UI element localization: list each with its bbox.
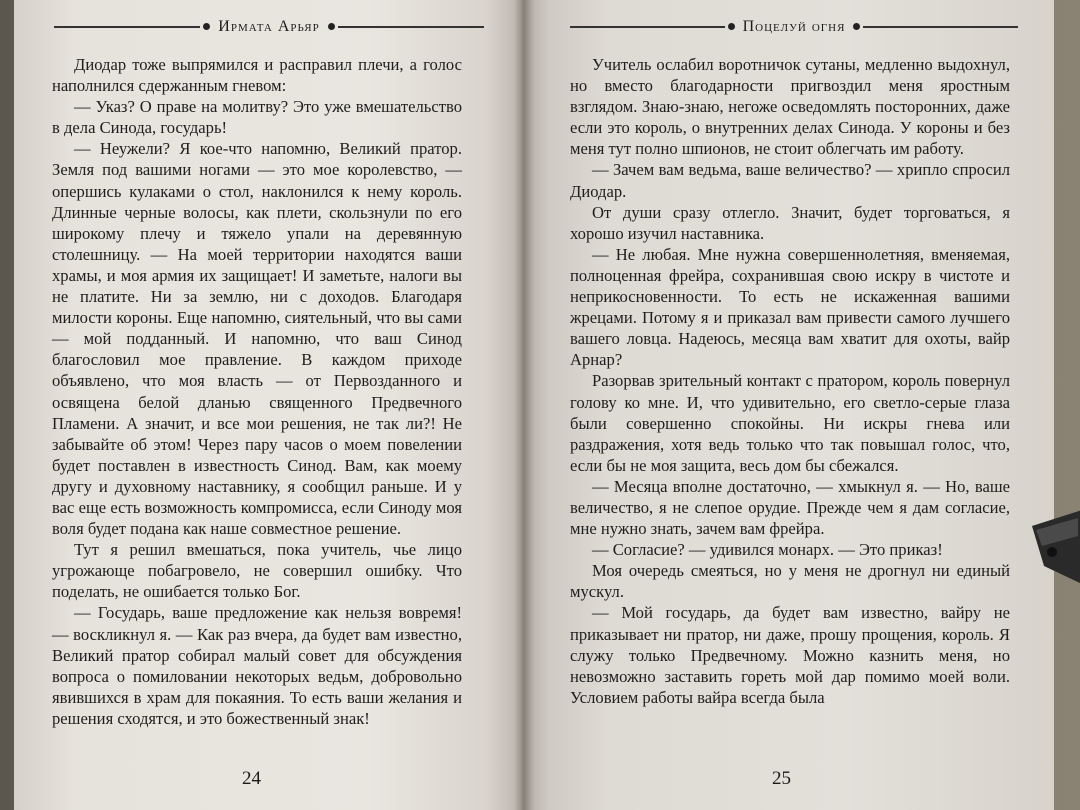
- open-book: [14, 0, 1064, 810]
- binder-clip-icon: [1022, 506, 1080, 596]
- right-running-head: [570, 14, 1018, 40]
- right-head-rule: [338, 26, 484, 28]
- left-running-head: [54, 14, 484, 40]
- left-page: [14, 0, 522, 810]
- paragraph: — Зачем вам ведьма, ваше величество? — хрипло спросил Диодар.: [570, 160, 1010, 201]
- book-spine-shadow: [514, 0, 534, 810]
- paragraph: Диодар тоже выпрямился и расправил плечи, а голос наполнился сдержанным гневом:: [52, 55, 462, 96]
- right-page-text: [570, 54, 1010, 708]
- author-name: Ирмата Арьяр: [218, 18, 320, 35]
- paragraph: — Не любая. Мне нужна совершеннолетняя, вменяемая, полноценная фрейра, сохранившая свою искру в чистоте и неприкосновенности. То есть не искаженная вашими жрецами. Потому я и приказал вам привести самого лучшего вашего ловца. Надеюсь, месяца вам хватит для охоты, вайр Арнар?: [570, 244, 1010, 370]
- left-head-rule: [54, 26, 200, 28]
- paragraph: Учитель ослабил воротничок сутаны, медленно выдохнул, но вместо благодарности пригвоздил меня яростным взглядом. Знаю-знаю, негоже осведомлять посторонних, даже если это король, о внутренних делах Синода. У короны и без меня тут полно шпионов, не стоит облегчать им работу.: [570, 55, 1010, 159]
- left-page-text: [52, 54, 462, 729]
- ornament-dot-icon: [728, 23, 735, 30]
- paragraph: — Государь, ваше предложение как нельзя вовремя! — воскликнул я. — Как раз вчера, да будет вам известно, Великий пратор собирал малый совет для обсуждения вопроса о помиловании некоторых ведьм, добровольно явившихся в храм для покаяния. То есть ваши желания и решения сходятся, и это божественный знак!: [52, 603, 462, 728]
- book-title: Поцелуй огня: [742, 18, 846, 35]
- paragraph: — Указ? О праве на молитву? Это уже вмешательство в дела Синода, государь!: [52, 97, 462, 138]
- paragraph: — Мой государь, да будет вам известно, вайру не приказывает ни пратор, ни даже, прошу прощения, король. Я служу только Предвечному. Можно казнить меня, но невозможно заставить гореть мой дар помимо моей воли. Условием работы вайра всегда была: [570, 603, 1010, 707]
- right-page: [522, 0, 1054, 810]
- paragraph: От души сразу отлегло. Значит, будет торговаться, я хорошо изучил наставника.: [570, 202, 1010, 243]
- page-number: 25: [772, 768, 791, 789]
- paragraph: Разорвав зрительный контакт с пратором, король повернул голову ко мне. И, что удивительно, его светло-серые глаза были совершенно спокойны. Ни искры гнева или раздражения, хотя ведь только что так повышал голос, что, если бы не моя защита, весь дом бы сбежался.: [570, 371, 1010, 475]
- paragraph: — Месяца вполне достаточно, — хмыкнул я. — Но, ваше величество, я не слепое орудие. Прежде чем я дам согласие, мне нужно знать, зачем вам фрейра.: [570, 476, 1010, 539]
- paragraph: — Неужели? Я кое-что напомню, Великий пратор. Земля под вашими ногами — это мое королевство, — опершись кулаками о стол, наклонился к нему король. Длинные черные волосы, как плети, скользнули по его широкому плечу и тяжело упали на деревянную столешницу. — На моей территории находятся ваши храмы, и моя армия их защищает! И заметьте, налоги вы не платите. Ни за землю, ни с доходов. Благодаря милости короны. Еще напомню, сиятельный, что вы сами — мой подданный. И напомню, что ваш Синод благословил мое правление. В каждом приходе объявлено, что моя власть — от Первозданного и освящена белой дланью священного Предвечного Пламени. А значит, и все мои решения, не так ли?! Не забывайте об этом! Через пару часов о моем повелении будет поставлен в известность Синод. Вам, как моему другу и духовному наставнику, я сообщил раньше. И у вас еще есть возможность компромисса, если Синоду моя воля будет подана как наше совместное решение.: [52, 139, 462, 539]
- left-head-rule: [570, 26, 725, 28]
- paragraph: Тут я решил вмешаться, пока учитель, чье лицо угрожающе побагровело, не совершил ошибку. Что поделать, не ошибается только Бог.: [52, 540, 462, 602]
- paragraph: Моя очередь смеяться, но у меня не дрогнул ни единый мускул.: [570, 561, 1010, 602]
- right-head-rule: [863, 26, 1018, 28]
- page-number: 24: [242, 768, 261, 789]
- ornament-dot-icon: [328, 23, 335, 30]
- paragraph: — Согласие? — удивился монарх. — Это приказ!: [592, 540, 943, 560]
